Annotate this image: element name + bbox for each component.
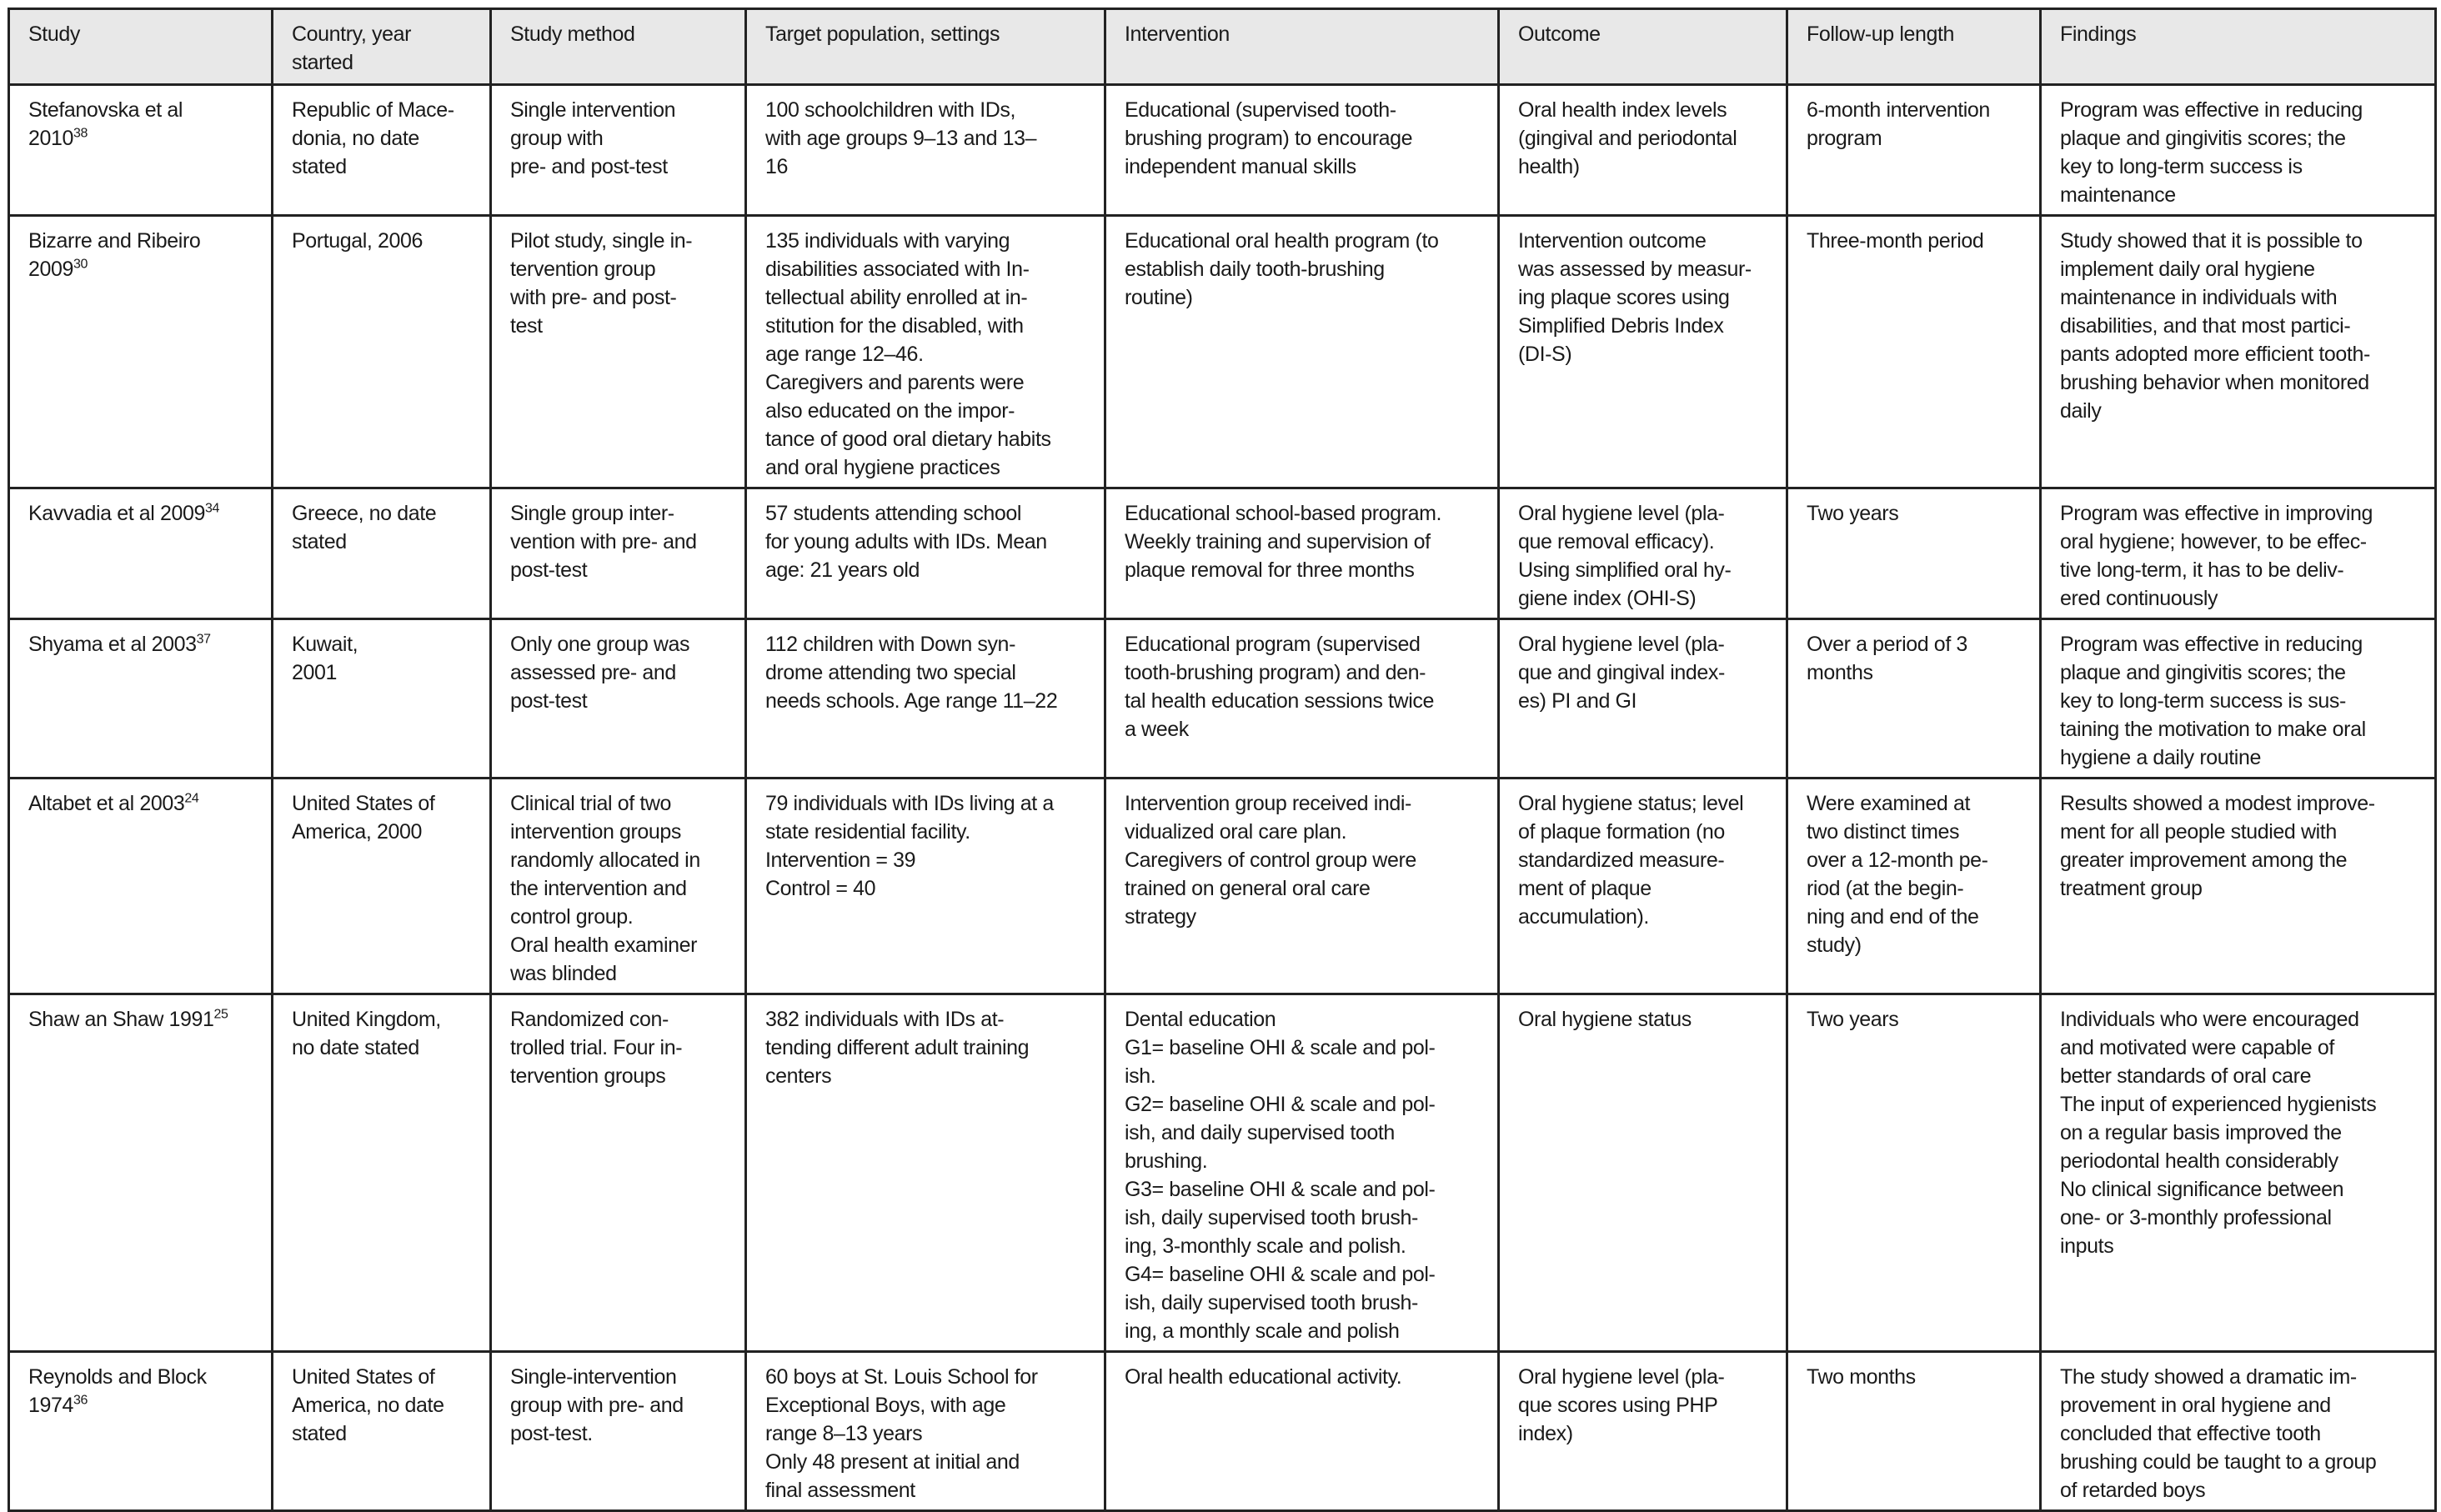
- cell-followup: Over a period of 3 months: [1787, 619, 2041, 779]
- cell-intervention: Educational (supervised tooth- brushing program) to encourage independent manual skills: [1105, 85, 1499, 216]
- cell-outcome: Oral hygiene status; level of plaque formation (no standardized measure- ment of plaque accumulation).: [1499, 779, 1787, 994]
- reference-number: 36: [73, 1393, 88, 1408]
- cell-method: Clinical trial of two intervention groups randomly allocated in the intervention and control group. Oral health examiner was blinded: [491, 779, 746, 994]
- cell-findings: Results showed a modest improve- ment for all people studied with greater improvement among the treatment group: [2041, 779, 2436, 994]
- cell-findings: Individuals who were encouraged and motivated were capable of better standards of oral care The input of experienced hygienists on a regular basis improved the periodontal health considerably No clinical significance between one- or 3-monthly professional inputs: [2041, 994, 2436, 1352]
- cell-followup: Were examined at two distinct times over a 12-month pe- riod (at the begin- ning and end of the study): [1787, 779, 2041, 994]
- cell-study: [9, 994, 273, 1352]
- column-header-study-method: Study method: [491, 9, 746, 85]
- cell-country: Republic of Mace- donia, no date stated: [273, 85, 491, 216]
- cell-outcome: Oral hygiene level (pla- que scores using PHP index): [1499, 1352, 1787, 1511]
- cell-outcome: Oral hygiene level (pla- que and gingival index- es) PI and GI: [1499, 619, 1787, 779]
- cell-outcome: Oral hygiene status: [1499, 994, 1787, 1352]
- column-header-intervention: Intervention: [1105, 9, 1499, 85]
- cell-intervention: Educational program (supervised tooth-brushing program) and den- tal health education sessions twice a week: [1105, 619, 1499, 779]
- cell-outcome: Oral hygiene level (pla- que removal efficacy). Using simplified oral hy- giene index (OHI-S): [1499, 488, 1787, 619]
- study-name: Bizarre and Ribeiro 2009: [28, 229, 201, 281]
- cell-followup: Two years: [1787, 994, 2041, 1352]
- table-row: [9, 1352, 2436, 1511]
- cell-method: Randomized con- trolled trial. Four in- tervention groups: [491, 994, 746, 1352]
- table-row: [9, 488, 2436, 619]
- cell-country: Kuwait, 2001: [273, 619, 491, 779]
- study-name: Shaw an Shaw 1991: [28, 1008, 214, 1031]
- reference-number: 30: [73, 257, 88, 272]
- table-row: [9, 779, 2436, 994]
- cell-country: Portugal, 2006: [273, 216, 491, 488]
- table-row: [9, 216, 2436, 488]
- cell-population: 57 students attending school for young adults with IDs. Mean age: 21 years old: [746, 488, 1105, 619]
- study-name: Shyama et al 2003: [28, 633, 197, 656]
- reference-number: 34: [205, 501, 220, 516]
- cell-intervention: Dental education G1= baseline OHI & scale and pol- ish. G2= baseline OHI & scale and pol- ish, and daily supervised tooth brushing. G3= baseline OHI & scale and pol- ish, daily supervised tooth brush- ing, 3-monthly scale and polish. G4= baseline OHI & scale and pol- ish, daily supervised tooth brush- ing, a monthly scale and polish: [1105, 994, 1499, 1352]
- cell-method: Single intervention group with pre- and post-test: [491, 85, 746, 216]
- reference-number: 24: [184, 791, 199, 806]
- cell-followup: Two years: [1787, 488, 2041, 619]
- cell-country: United Kingdom, no date stated: [273, 994, 491, 1352]
- column-header-findings: Findings: [2041, 9, 2436, 85]
- cell-study: [9, 85, 273, 216]
- table-row: [9, 85, 2436, 216]
- cell-intervention: Educational oral health program (to establish daily tooth-brushing routine): [1105, 216, 1499, 488]
- cell-followup: Two months: [1787, 1352, 2041, 1511]
- cell-study: [9, 779, 273, 994]
- cell-study: [9, 488, 273, 619]
- reference-number: 25: [213, 1007, 228, 1022]
- cell-findings: Program was effective in improving oral hygiene; however, to be effec- tive long-term, it has to be deliv- ered continuously: [2041, 488, 2436, 619]
- cell-population: 135 individuals with varying disabilities associated with In- tellectual ability enrolled at in- stitution for the disabled, with age range 12–46. Caregivers and parents were also educated on the impor- tance of good oral dietary habits and oral hygiene practices: [746, 216, 1105, 488]
- cell-intervention: Educational school-based program. Weekly training and supervision of plaque removal for three months: [1105, 488, 1499, 619]
- cell-country: United States of America, no date stated: [273, 1352, 491, 1511]
- reference-number: 38: [73, 126, 88, 141]
- cell-followup: 6-month intervention program: [1787, 85, 2041, 216]
- cell-outcome: Intervention outcome was assessed by measur- ing plaque scores using Simplified Debris Index (DI-S): [1499, 216, 1787, 488]
- cell-method: Single-intervention group with pre- and post-test.: [491, 1352, 746, 1511]
- cell-intervention: Oral health educational activity.: [1105, 1352, 1499, 1511]
- cell-population: 112 children with Down syn- drome attending two special needs schools. Age range 11–22: [746, 619, 1105, 779]
- column-header-follow-up-length: Follow-up length: [1787, 9, 2041, 85]
- reference-number: 37: [196, 632, 211, 647]
- cell-country: Greece, no date stated: [273, 488, 491, 619]
- cell-population: 100 schoolchildren with IDs, with age groups 9–13 and 13– 16: [746, 85, 1105, 216]
- cell-population: 60 boys at St. Louis School for Exceptional Boys, with age range 8–13 years Only 48 present at initial and final assessment: [746, 1352, 1105, 1511]
- cell-findings: Program was effective in reducing plaque and gingivitis scores; the key to long-term success is maintenance: [2041, 85, 2436, 216]
- cell-method: Only one group was assessed pre- and post-test: [491, 619, 746, 779]
- column-header-study: Study: [9, 9, 273, 85]
- cell-study: [9, 619, 273, 779]
- cell-intervention: Intervention group received indi- vidualized oral care plan. Caregivers of control group were trained on general oral care strategy: [1105, 779, 1499, 994]
- header-row: [9, 9, 2436, 85]
- cell-country: United States of America, 2000: [273, 779, 491, 994]
- study-name: Reynolds and Block 1974: [28, 1365, 207, 1417]
- cell-findings: Program was effective in reducing plaque and gingivitis scores; the key to long-term success is sus- taining the motivation to make oral hygiene a daily routine: [2041, 619, 2436, 779]
- cell-method: Pilot study, single in- tervention group with pre- and post- test: [491, 216, 746, 488]
- studies-table: [8, 8, 2437, 1512]
- study-name: Altabet et al 2003: [28, 792, 185, 815]
- table-row: [9, 619, 2436, 779]
- table-row: [9, 994, 2436, 1352]
- column-header-outcome: Outcome: [1499, 9, 1787, 85]
- column-header-target-population: Target population, settings: [746, 9, 1105, 85]
- cell-population: 382 individuals with IDs at- tending different adult training centers: [746, 994, 1105, 1352]
- cell-method: Single group inter- vention with pre- and post-test: [491, 488, 746, 619]
- column-header-country-year: Country, year started: [273, 9, 491, 85]
- cell-followup: Three-month period: [1787, 216, 2041, 488]
- cell-outcome: Oral health index levels (gingival and periodontal health): [1499, 85, 1787, 216]
- cell-findings: Study showed that it is possible to implement daily oral hygiene maintenance in individuals with disabilities, and that most partici- pants adopted more efficient tooth- brushing behavior when monitored daily: [2041, 216, 2436, 488]
- study-name: Stefanovska et al 2010: [28, 98, 183, 150]
- cell-study: [9, 216, 273, 488]
- study-name: Kavvadia et al 2009: [28, 502, 206, 525]
- cell-population: 79 individuals with IDs living at a state residential facility. Intervention = 39 Control = 40: [746, 779, 1105, 994]
- cell-findings: The study showed a dramatic im- provement in oral hygiene and concluded that effective tooth brushing could be taught to a group of retarded boys: [2041, 1352, 2436, 1511]
- cell-study: [9, 1352, 273, 1511]
